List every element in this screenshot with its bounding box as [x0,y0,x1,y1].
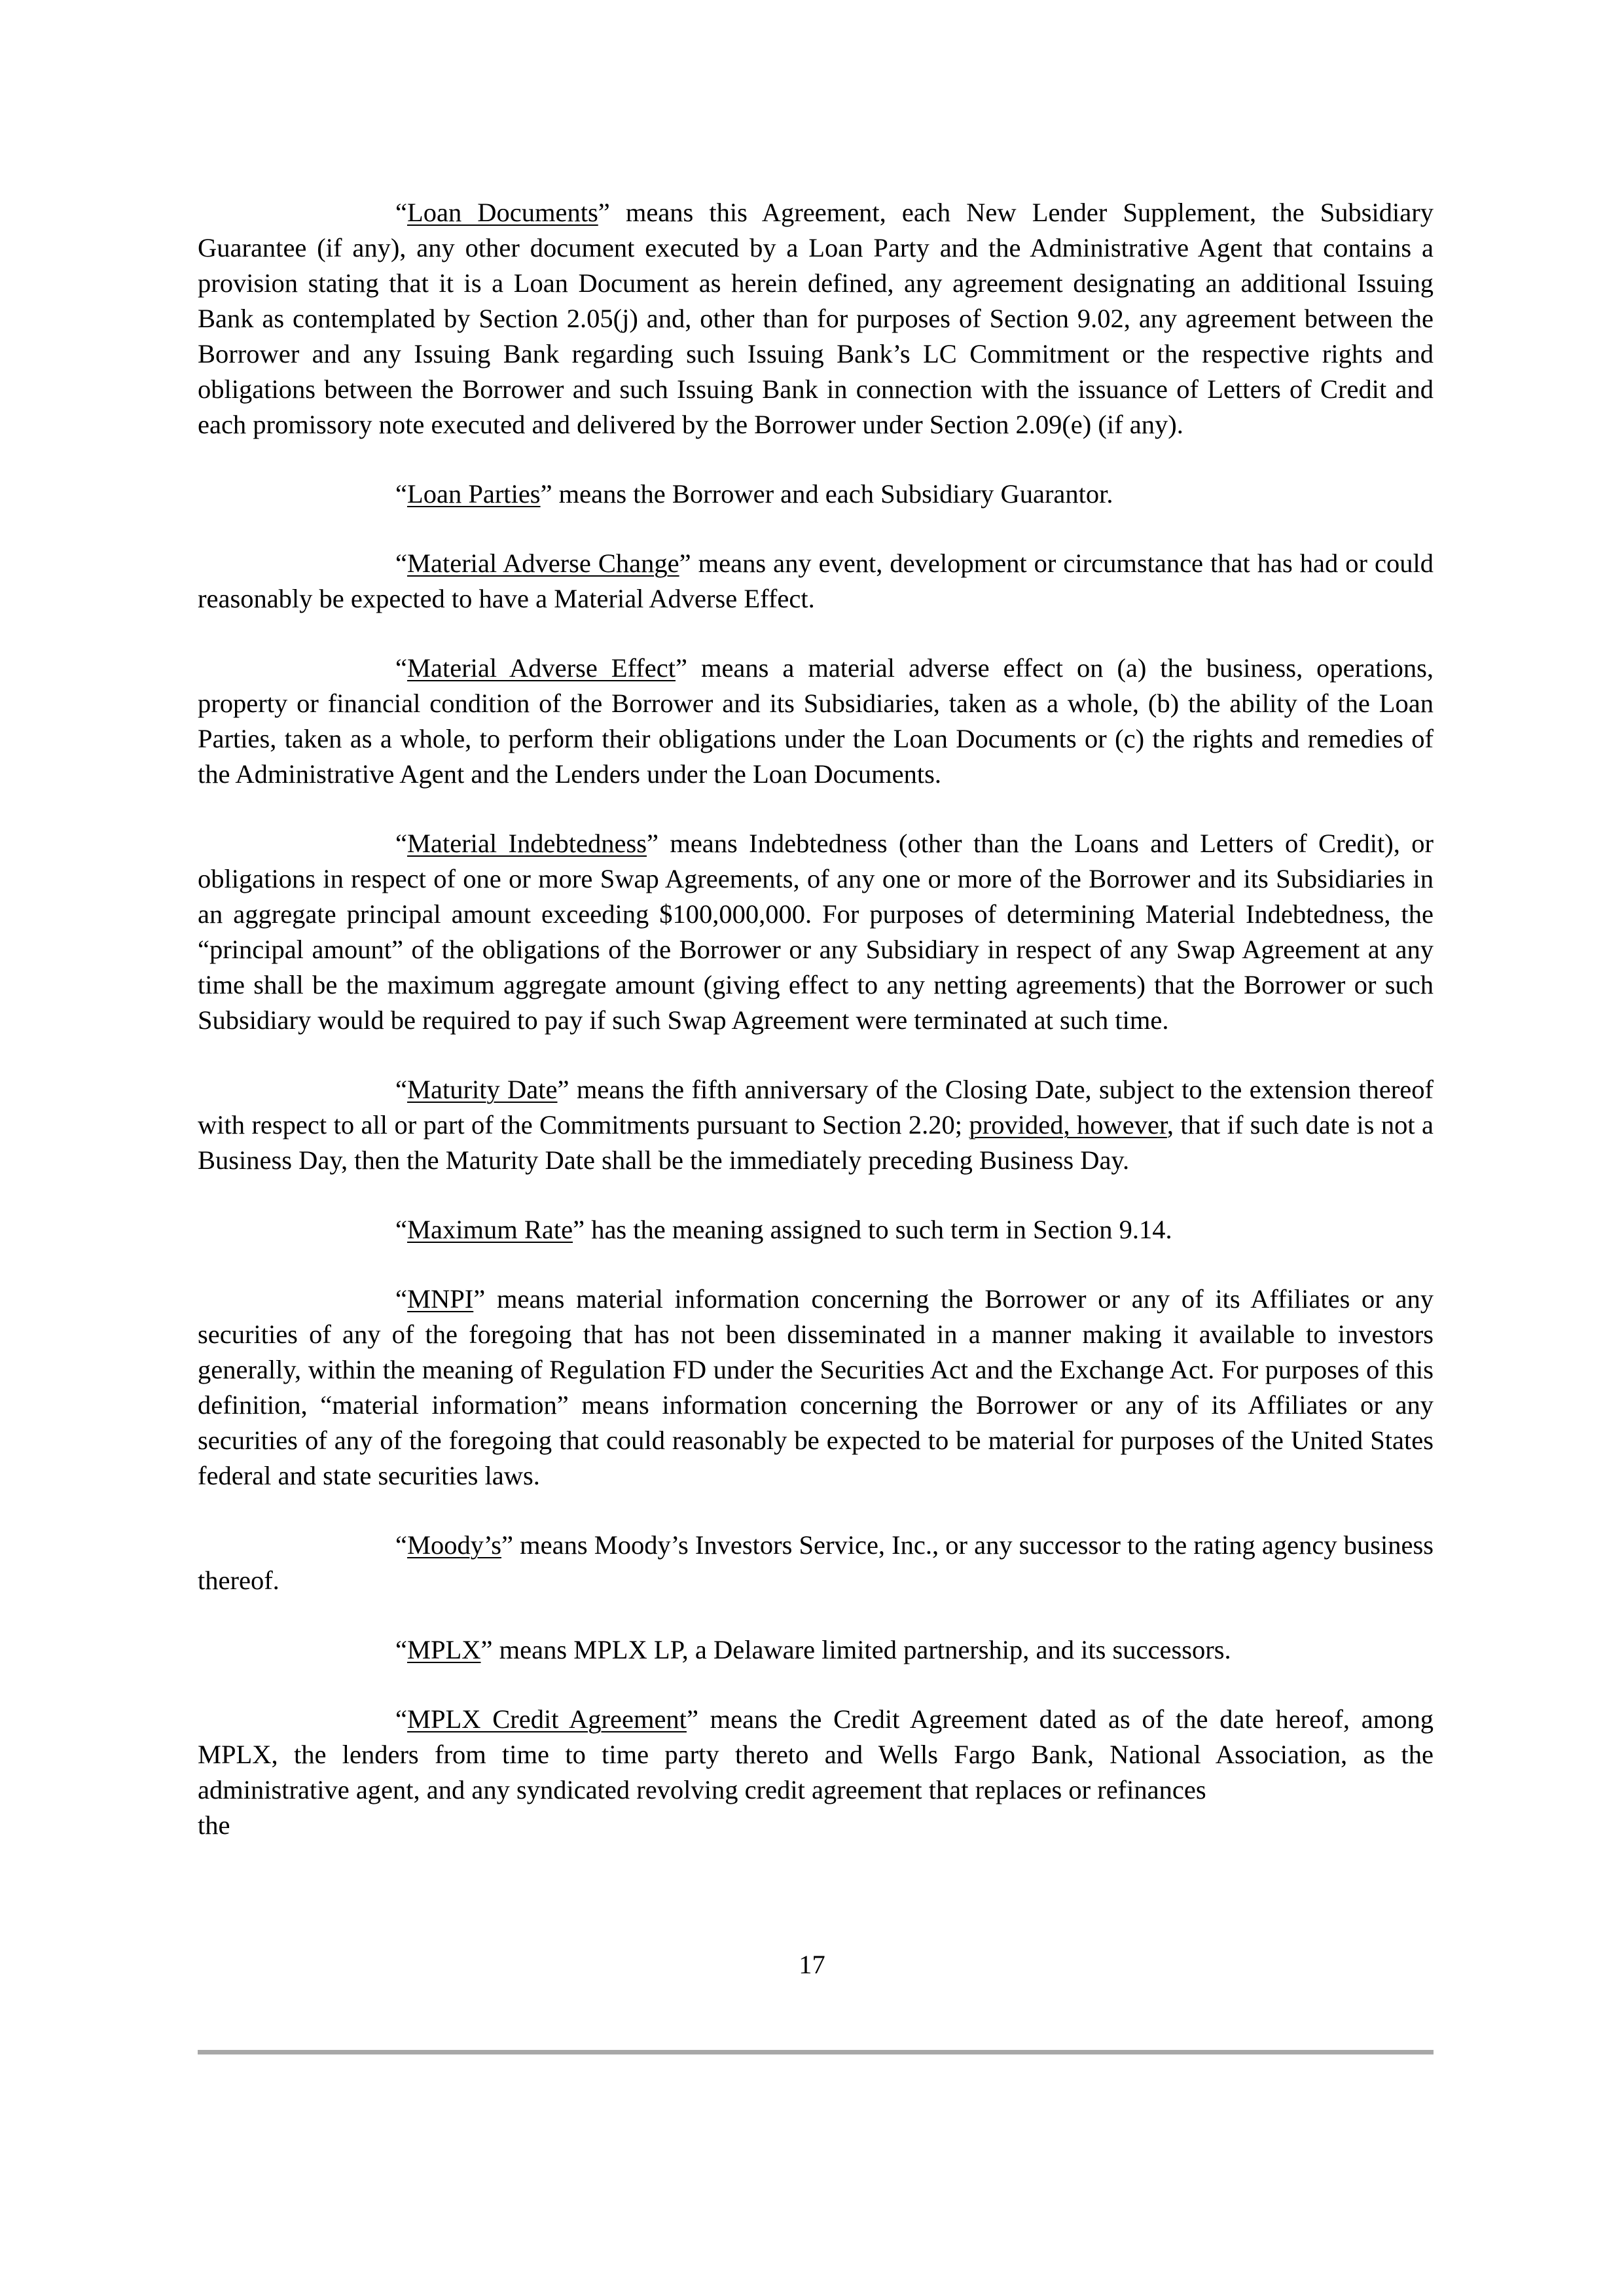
definition-material-adverse-effect [198,651,1434,792]
definition-text: means Moody’s Investors Service, Inc., or any successor to the rating agency business thereof. [198,1530,1434,1595]
definition-text: means the Credit Agreement dated as of the date hereof, among MPLX, the lenders from time to time party thereto and Wells Fargo Bank, National Association, as the administrative agent, and any syndicated revolving credit agreement that replaces or refinances [198,1704,1434,1804]
definition-loan-documents [198,195,1434,442]
definition-text: means Indebtedness (other than the Loans and Letters of Credit), or obligations in respect of one or more Swap Agreements, of any one or more of the Borrower and its Subsidiaries in an aggregate principal amount exceeding $100,000,000. For purposes of determining Material Indebtedness, the “principal amount” of the obligations of the Borrower or any Subsidiary in respect of any Swap Agreement at any time shall be the maximum aggregate amount (giving effect to any netting agreements) that the Borrower or such Subsidiary would be required to pay if such Swap Agreement were terminated at such time. [198,829,1434,1035]
definition-text-continued: , that if such date is not a Business Day, then the Maturity Date shall be the immediately preceding Business Day. [198,1110,1434,1175]
close-quote: ” [473,1284,486,1314]
open-quote: “ [395,829,407,858]
definition-trailing-word: the [198,1810,230,1840]
close-quote: ” [480,1635,493,1664]
defined-term: Material Adverse Change [406,548,679,578]
definition-text: means the fifth anniversary of the Closing Date, subject to the extension thereof with respect to all or part of the Commitments pursuant to Section 2.20; [198,1075,1434,1139]
open-quote: “ [395,1284,407,1314]
footer-divider [198,2050,1434,2054]
defined-term: MPLX [406,1635,481,1664]
close-quote: ” [686,1704,698,1734]
defined-term: MNPI [406,1284,474,1314]
definition-material-adverse-change [198,546,1434,617]
open-quote: “ [395,653,407,683]
close-quote: ” [679,548,691,578]
defined-term: MPLX Credit Agreement [406,1704,687,1734]
open-quote: “ [395,1215,407,1244]
definition-mplx-credit-agreement [198,1702,1434,1808]
open-quote: “ [395,1635,407,1664]
defined-term: Loan Parties [406,479,541,509]
page-number: 17 [799,1950,825,1979]
definition-text: means the Borrower and each Subsidiary Guarantor. [552,479,1113,509]
definition-text: means a material adverse effect on (a) the business, operations, property or financial condition of the Borrower and its Subsidiaries, taken as a whole, (b) the ability of the Loan Parties, taken as a whole, to perform their obligations under the Loan Documents or (c) the rights and remedies of the Administrative Agent and the Lenders under the Loan Documents. [198,653,1434,789]
definition-material-indebtedness [198,826,1434,1038]
definition-loan-parties [198,476,1434,512]
close-quote: ” [598,198,610,227]
definition-moodys [198,1528,1434,1598]
definition-mnpi [198,1282,1434,1494]
close-quote: ” [557,1075,569,1104]
defined-term: Maximum Rate [406,1215,573,1244]
defined-term: Material Indebtedness [406,829,647,858]
definition-text: means any event, development or circumstance that has had or could reasonably be expected to have a Material Adverse Effect. [198,548,1434,613]
definition-text: means MPLX LP, a Delaware limited partnership, and its successors. [492,1635,1231,1664]
definition-maximum-rate [198,1212,1434,1247]
defined-term: Material Adverse Effect [406,653,676,683]
open-quote: “ [395,1530,407,1560]
defined-term: Loan Documents [406,198,598,227]
provided-however-phrase: provided, however [969,1110,1167,1139]
open-quote: “ [395,1075,407,1104]
definition-text: means this Agreement, each New Lender Supplement, the Subsidiary Guarantee (if any), any other document executed by a Loan Party and the Administrative Agent that contains a provision stating that it is a Loan Document as herein defined, any agreement designating an additional Issuing Bank as contemplated by Section 2.05(j) and, other than for purposes of Section 9.02, any agreement between the Borrower and any Issuing Bank regarding such Issuing Bank’s LC Commitment or the respective rights and obligations between the Borrower and such Issuing Bank in connection with the issuance of Letters of Credit and each promissory note executed and delivered by the Borrower under Section 2.09(e) (if any). [198,198,1434,439]
definition-text: means material information concerning the Borrower or any of its Affiliates or any securities of any of the foregoing that has not been disseminated in a manner making it available to investors generally, within the meaning of Regulation FD under the Securities Act and the Exchange Act. For purposes of this definition, “material information” means information concerning the Borrower or any of its Affiliates or any securities of any of the foregoing that could reasonably be expected to be material for purposes of the United States federal and state securities laws. [198,1284,1434,1490]
open-quote: “ [395,548,407,578]
definition-text: has the meaning assigned to such term in Section 9.14. [585,1215,1172,1244]
open-quote: “ [395,479,407,509]
open-quote: “ [395,198,407,227]
definition-mplx [198,1632,1434,1668]
open-quote: “ [395,1704,407,1734]
definition-maturity-date [198,1072,1434,1178]
close-quote: ” [501,1530,513,1560]
defined-term: Moody’s [406,1530,502,1560]
close-quote: ” [676,653,687,683]
document-body [198,195,1434,1843]
defined-term: Maturity Date [406,1075,558,1104]
close-quote: ” [540,479,552,509]
close-quote: ” [573,1215,585,1244]
close-quote: ” [646,829,659,858]
